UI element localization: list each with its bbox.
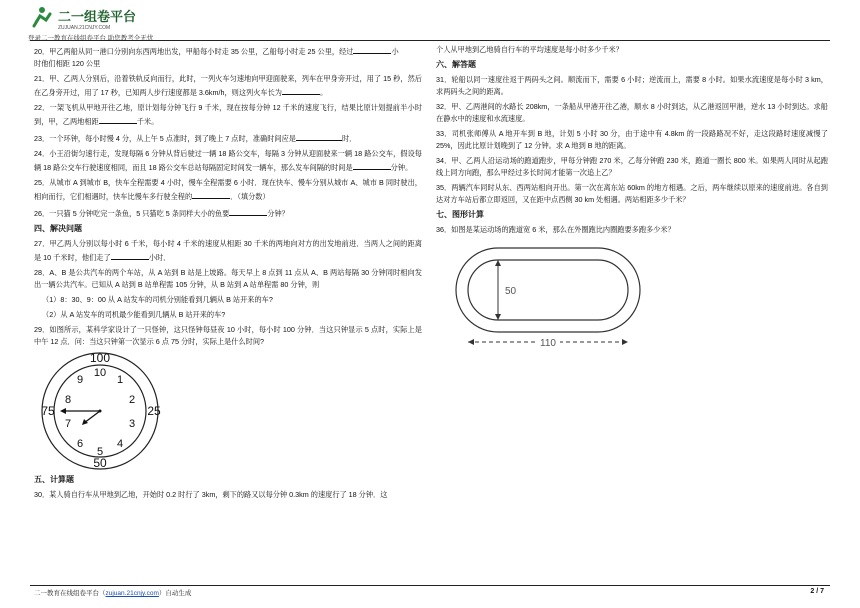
question-text: 24．小王沿街匀速行走，发现每隔 6 分钟从背后驶过一辆 18 路公交车，每隔 3 分钟从迎面驶来一辆 18 路公交车，假设每辆 18 路公交车行驶速度相同，而且 18 路公交车总站每隔固定时间发一辆车，那么发车间隔的时间是 bbox=[34, 149, 422, 172]
clock-hour-5: 5 bbox=[96, 446, 104, 458]
clock-center bbox=[99, 410, 102, 413]
logo-subtitle: ZUJUAN.21CNJY.COM bbox=[58, 25, 111, 31]
answer-blank[interactable] bbox=[282, 85, 320, 95]
clock-hour-6: 6 bbox=[76, 438, 84, 450]
question-27 bbox=[34, 238, 422, 264]
clock-minute-25: 25 bbox=[147, 404, 161, 418]
section-heading-4: 四、解决问题 bbox=[34, 224, 82, 233]
question-text: 时． bbox=[341, 134, 357, 143]
clock-hour-8: 8 bbox=[64, 394, 72, 406]
question-text: ．（填分数） bbox=[230, 192, 270, 201]
track-outer-lane bbox=[456, 248, 640, 332]
answer-blank[interactable] bbox=[229, 206, 267, 216]
left-column bbox=[34, 44, 422, 504]
clock-hour-4: 4 bbox=[116, 438, 124, 450]
question-text: 26．一只猫 5 分钟吃完一条鱼，5 只猫吃 5 条同样大小的鱼要 bbox=[34, 209, 230, 218]
question-text: 22．一架飞机从甲地开往乙地，原计划每分钟飞行 9 千米，现在按每分钟 12 千米的速度飞行，结果比原计划提前半小时到，甲，乙两地相距 bbox=[34, 103, 422, 126]
runner-icon bbox=[34, 7, 50, 26]
track-inner-lane bbox=[468, 260, 628, 320]
answer-blank[interactable] bbox=[353, 44, 391, 54]
header-tagline: 登录二一教育在线组卷平台 助您教考全无忧 bbox=[28, 35, 154, 42]
question-text: 20．甲乙两船从同一港口分别向东西两地出发，甲船每小时走 35 公里，乙船每小时走 25 公里，经过 bbox=[34, 47, 354, 56]
clock-hour-10: 10 bbox=[93, 367, 107, 379]
question-28 bbox=[34, 267, 422, 291]
answer-blank[interactable] bbox=[99, 114, 137, 124]
question-26 bbox=[34, 206, 422, 220]
footer-suffix: ）自动生成 bbox=[158, 590, 192, 597]
arrow-up-icon bbox=[495, 260, 501, 266]
question-text: 小 bbox=[391, 47, 399, 56]
footer-divider bbox=[30, 585, 830, 586]
question-25 bbox=[34, 177, 422, 203]
question-33: 33．司机张师傅从 A 地开车到 B 地，计划 5 小时 30 分，由于途中有 4.8km 的一段路路况不好，走这段路时速度减慢了 25%，因此比原计划晚到了 12 分钟。求 A 地到 B 地的距离。 bbox=[436, 129, 828, 150]
section-heading-5: 五、计算题 bbox=[34, 475, 74, 484]
question-text: 小时． bbox=[148, 253, 171, 262]
question-31: 31．轮船以同一速度往返于两码头之间。顺流而下，需要 6 小时；逆流而上，需要 8 小时。如果水流速度是每小时 3 km，求两码头之间的距离。 bbox=[436, 75, 828, 96]
question-20 bbox=[34, 44, 422, 70]
question-text: 28．A、B 是公共汽车的两个车站，从 A 站到 B 站是上坡路。每天早上 8 点到 11 点从 A、B 两站每隔 30 分钟同时相向发出一辆公共汽车。已知从 A 站到 B 站单程需 105 分钟，从 B 站到 A 站单程需 80 分钟，则 bbox=[34, 268, 422, 289]
question-text: 千米。 bbox=[136, 117, 159, 126]
footer-prefix: 二一教育在线组卷平台（ bbox=[34, 590, 106, 597]
question-text: 21．甲、乙两人分别后，沿着铁轨反向而行，此时，一列火车匀速地向甲迎面驶来，列车在甲身旁开过，用了 15 秒，然后在乙身旁开过，用了 17 秒，已知两人步行速度都是 3.6km/h，则这列火车长为 bbox=[34, 74, 422, 97]
question-35: 35．两辆汽车同时从东、西两站相向开出。第一次在离东站 60km 的地方相遇。之后，两车继续以原来的速度前进。各自到达对方车站后都立即返回，又在距中点西侧 30 km 处相遇。两站相距多少千米？ bbox=[436, 183, 828, 204]
clock-hour-3: 3 bbox=[128, 418, 136, 430]
question-28-part-2: （2）从 A 站发车的司机最少能看到几辆从 B 站开来的车? bbox=[42, 310, 226, 319]
question-text: 分钟？ bbox=[267, 209, 289, 218]
clock-minute-75: 75 bbox=[41, 404, 55, 418]
question-22 bbox=[34, 102, 422, 128]
answer-blank[interactable] bbox=[111, 250, 149, 260]
clock-hour-9: 9 bbox=[76, 374, 84, 386]
question-text: 分钟。 bbox=[390, 163, 413, 172]
header-divider bbox=[30, 40, 830, 41]
arrow-left-icon bbox=[468, 339, 474, 345]
question-34: 34．甲、乙两人沿运动场的跑道跑步，甲每分钟跑 270 米，乙每分钟跑 230 米，跑道一圈长 800 米。如果两人同时从起跑线上同方向跑，那么甲经过多长时间才能第一次追上乙？ bbox=[436, 156, 828, 177]
clock-hour-hand bbox=[84, 411, 100, 423]
question-32: 32．甲、乙两港间的水路长 208km，一条船从甲港开往乙港，顺水 8 小时到达，从乙港返回甲港，逆水 13 小时到达。求船在静水中的速度和水流速度。 bbox=[436, 102, 828, 123]
arrow-down-icon bbox=[495, 314, 501, 320]
question-text: 时他们相距 120 公里 bbox=[34, 59, 101, 68]
clock-minute-100: 100 bbox=[89, 351, 111, 365]
section-heading-7: 七、图形计算 bbox=[436, 210, 484, 219]
question-30-start: 30．某人骑自行车从甲地到乙地，开始时 0.2 时行了 3km，剩下的路又以每分钟 0.3km 的速度行了 18 分钟．这 bbox=[34, 490, 388, 499]
clock-minute-hand-tip bbox=[60, 408, 66, 414]
clock-hour-1: 1 bbox=[116, 374, 124, 386]
running-track-figure bbox=[452, 242, 652, 354]
answer-blank[interactable] bbox=[296, 131, 342, 141]
question-text: 27．甲乙两人分别以每小时 6 千米，每小时 4 千米的速度从相距 30 千米的两地向对方的出发地前进．当两人之间的距离是 10 千米时，他们走了 bbox=[34, 239, 422, 262]
clock-hour-2: 2 bbox=[128, 394, 136, 406]
logo-title: 二一组卷平台 bbox=[58, 9, 137, 24]
height-label: 50 bbox=[505, 286, 517, 297]
page-number: 2 / 7 bbox=[810, 588, 824, 595]
question-30-end: 个人从甲地到乙地骑自行车的平均速度是每小时多少千米？ bbox=[436, 45, 623, 54]
answer-blank[interactable] bbox=[192, 189, 230, 199]
question-29: 29．如图所示，某科学家设计了一只怪钟，这只怪钟每昼夜 10 小时，每小时 100 分钟．当这只钟显示 5 点时，实际上是中午 12 点．问：当这只钟第一次显示 6 点 75 分时，实际上是什么时间? bbox=[34, 325, 422, 346]
clock-minute-50: 50 bbox=[93, 456, 107, 470]
footer-link[interactable]: zujuan.21cnjy.com bbox=[105, 590, 159, 597]
clock-hour-7: 7 bbox=[64, 418, 72, 430]
right-column bbox=[436, 44, 828, 354]
question-23 bbox=[34, 131, 422, 145]
question-text: 。 bbox=[320, 88, 328, 97]
question-36: 36．如图是某运动场的跑道宽 6 米，那么在外圈跑比内圈跑要多跑多少米？ bbox=[436, 225, 675, 234]
ten-hour-clock-figure bbox=[38, 351, 168, 471]
question-24 bbox=[34, 148, 422, 174]
arrow-right-icon bbox=[622, 339, 628, 345]
section-heading-6: 六、解答题 bbox=[436, 60, 476, 69]
footer-text bbox=[34, 588, 191, 597]
site-logo bbox=[28, 4, 188, 32]
width-label: 110 bbox=[540, 338, 556, 349]
question-28-part-1: （1）8：30、9：00 从 A 站发车的司机分别能看到几辆从 B 站开来的车? bbox=[42, 295, 273, 304]
question-text: 23．一个环钟，每小时慢 4 分，从上午 5 点准时，到了晚上 7 点时，准确时间应是 bbox=[34, 134, 296, 143]
question-21 bbox=[34, 73, 422, 99]
answer-blank[interactable] bbox=[353, 160, 391, 170]
question-text: 25．从城市 A 到城市 B，快车全程需要 4 小时，慢车全程需要 6 小时．现在快车、慢车分别从城市 A、城市 B 同时驶出，相向而行，它们相遇时，快车比慢车多行驶全程的 bbox=[34, 178, 422, 201]
